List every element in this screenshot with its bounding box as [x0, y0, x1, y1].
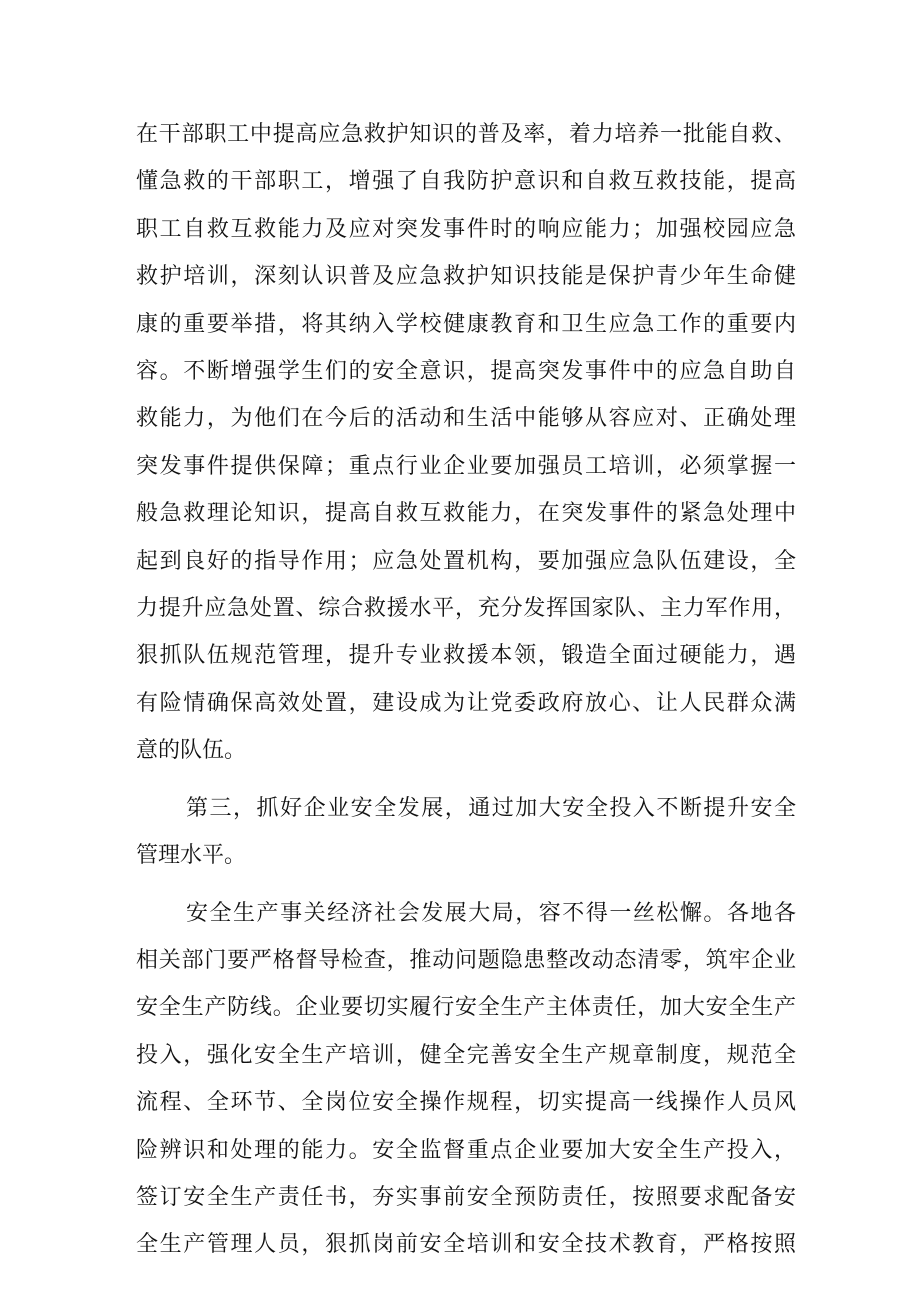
text-line: 意的队伍。 — [136, 738, 247, 764]
text-line: 般急救理论知识，提高自救互救能力，在突发事件的紧急处理中 — [136, 501, 796, 527]
text-line: 安全生产事关经济社会发展大局，容不得一丝松懈。各地各 — [186, 900, 796, 926]
text-line: 职工自救互救能力及应对突发事件时的响应能力；加强校园应急 — [136, 216, 796, 242]
text-line: 救护培训，深刻认识普及应急救护知识技能是保护青少年生命健 — [136, 264, 796, 290]
text-line: 投入，强化安全生产培训，健全完善安全生产规章制度，规范全 — [136, 1042, 796, 1068]
text-line: 相关部门要严格督导检查，推动问题隐患整改动态清零，筑牢企业 — [136, 947, 796, 973]
text-line: 力提升应急处置、综合救援水平，充分发挥国家队、主力军作用， — [136, 596, 796, 622]
text-line: 有险情确保高效处置，建设成为让党委政府放心、让人民群众满 — [136, 690, 796, 716]
text-line: 安全生产防线。企业要切实履行安全生产主体责任，加大安全生产 — [136, 995, 796, 1021]
text-line: 突发事件提供保障；重点行业企业要加强员工培训，必须掌握一 — [136, 453, 796, 479]
section-heading-line: 第三，抓好企业安全发展，通过加大安全投入不断提升安全 — [186, 795, 796, 821]
text-line: 流程、全环节、全岗位安全操作规程，切实提高一线操作人员风 — [136, 1090, 796, 1116]
document-body — [136, 111, 796, 1269]
text-line: 狠抓队伍规范管理，提升专业救援本领，锻造全面过硬能力，遇 — [136, 643, 796, 669]
text-line: 全生产管理人员，狠抓岗前安全培训和安全技术教育，严格按照 — [136, 1232, 796, 1258]
text-line: 康的重要举措，将其纳入学校健康教育和卫生应急工作的重要内 — [136, 311, 796, 337]
text-line: 签订安全生产责任书，夯实事前安全预防责任，按照要求配备安 — [136, 1184, 796, 1210]
text-line: 懂急救的干部职工，增强了自我防护意识和自救互救技能，提高 — [136, 169, 796, 195]
section-heading-line: 管理水平。 — [136, 843, 247, 869]
text-line: 救能力，为他们在今后的活动和生活中能够从容应对、正确处理 — [136, 406, 796, 432]
text-line: 起到良好的指导作用；应急处置机构，要加强应急队伍建设，全 — [136, 548, 796, 574]
text-line: 在干部职工中提高应急救护知识的普及率，着力培养一批能自救、 — [136, 122, 796, 147]
text-line: 容。不断增强学生们的安全意识，提高突发事件中的应急自助自 — [136, 359, 796, 385]
text-line: 险辨识和处理的能力。安全监督重点企业要加大安全生产投入， — [136, 1137, 796, 1163]
